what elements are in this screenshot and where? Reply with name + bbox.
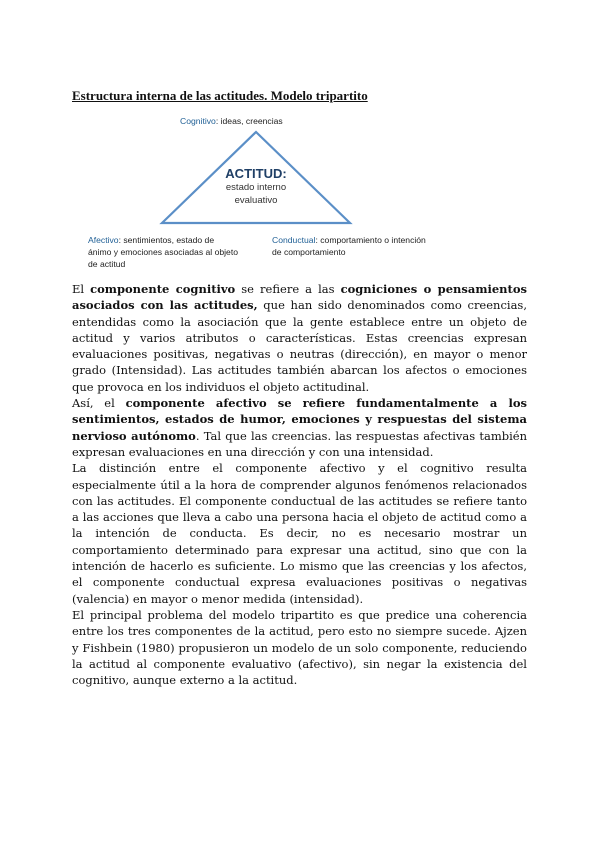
text-run: se refiere a las xyxy=(235,282,341,296)
cognitive-text: : ideas, creencias xyxy=(215,116,283,126)
affective-text: : sentimientos, estado de ánimo y emociones asociadas al objeto de actitud xyxy=(88,235,239,269)
bold-run: componente afectivo se refiere fundamentalmente a los sentimientos, estados de humor, emociones y respuestas del sistema nervioso autónomo xyxy=(72,396,527,443)
attitude-line-2: evaluativo xyxy=(234,195,278,206)
text-run: . Tal que las creencias. las respuestas afectivas también expresan evaluaciones en una dirección y con una intensidad. xyxy=(72,428,527,459)
conductual-key: Conductual xyxy=(272,235,316,245)
affective-key: Afectivo xyxy=(88,235,119,245)
document-title: Estructura interna de las actitudes. Modelo tripartito xyxy=(72,88,368,103)
bold-run: componente cognitivo xyxy=(90,282,236,296)
paragraph-problem: El principal problema del modelo tripartito es que predice una coherencia entre los tres componentes de la actitud, pero esto no siempre sucede. Ajzen y Fishbein (1980) propusieron un modelo de un solo componente, reduciendo la actitud al componente evaluativo (afectivo), sin negar la existencia del cognitivo, aunque externo a la actitud. xyxy=(72,607,527,688)
paragraph-affective xyxy=(72,395,527,460)
cognitive-key: Cognitivo xyxy=(180,116,216,126)
text-run: que han sido denominados como creencias, entendidas como la asociación que la gente establece entre un objeto de actitud y varios atributos o características. Estas creencias expresan evaluaciones positivas, negativas o neutras (dirección), en mayor o menor grado (Intensidad). Las actitudes también abarcan los afectos o emociones que provoca en los individuos el objeto actitudinal. xyxy=(72,298,527,394)
conductual-label xyxy=(272,234,432,258)
tripartite-diagram xyxy=(80,110,440,275)
paragraph-conductual: La distinción entre el componente afectivo y el cognitivo resulta especialmente útil a la hora de comprender algunos fenómenos relacionados con las actitudes. El componente conductual de las actitudes se refiere tanto a las acciones que lleva a cabo una persona hacia el objeto de actitud como a la intención de conducta. Es decir, no es necesario mostrar un comportamiento determinado para expresar una actitud, sino que con la intención de hacerlo es suficiente. Lo mismo que las creencias y los afectos, el componente conductual expresa evaluaciones positivas o negativas (valencia) en mayor o menor medida (intensidad). xyxy=(72,461,527,606)
cognitive-label xyxy=(180,115,283,127)
attitude-center xyxy=(196,166,316,207)
attitude-line-1: estado interno xyxy=(225,182,287,193)
body-text xyxy=(72,281,527,688)
paragraph-cognitive xyxy=(72,281,527,395)
text-run: El xyxy=(72,282,91,296)
bold-run: cogniciones o pensamientos asociados con las actitudes, xyxy=(72,282,528,313)
affective-label xyxy=(88,234,238,270)
attitude-heading: ACTITUD: xyxy=(225,166,287,181)
text-run: Así, el xyxy=(72,396,126,411)
conductual-text: : comportamiento o intención de comportamiento xyxy=(272,235,426,257)
